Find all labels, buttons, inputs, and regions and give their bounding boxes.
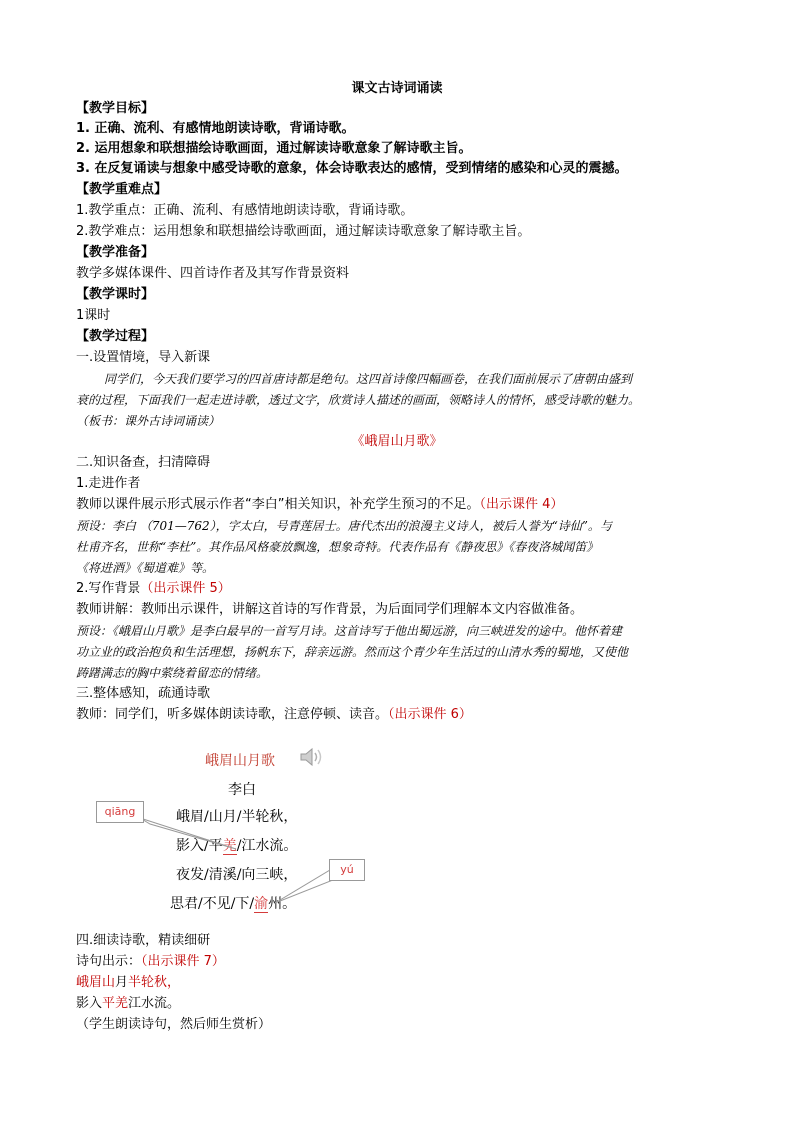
step-2-heading: 二.知识备查，扫清障碍 — [76, 455, 211, 470]
author-text-main: 教师以课件展示形式展示作者“李白”相关知识，补充学生预习的不足。 — [76, 497, 480, 512]
verse-line-2 — [76, 995, 180, 1013]
background-detail-2: 功立业的政治抱负和生活理想，扬帆东下，辞亲远游。然而这个青少年生活过的山清水秀的蜀地，又使他 — [76, 645, 629, 659]
verse-1-c: 半轮秋， — [128, 975, 181, 990]
hours-text: 1课时 — [76, 308, 111, 323]
author-slide-ref: （出示课件 4） — [479, 497, 564, 512]
student-note: （学生朗读诗句，然后师生赏析） — [76, 1017, 272, 1032]
goal-2: 2. 运用想象和联想描绘诗歌画面，通过解读诗歌意象了解诗歌主旨。 — [76, 141, 472, 156]
heading-process: 【教学过程】 — [76, 329, 155, 344]
slide-line-1: 峨眉/山月/半轮秋， — [176, 809, 298, 825]
background-slide-ref: （出示课件 5） — [140, 581, 231, 596]
slide-line-2-c: /江水流。 — [236, 838, 298, 854]
key-point-1: 1.教学重点：正确、流利、有感情地朗读诗歌，背诵诗歌。 — [76, 203, 414, 218]
verse-slide-ref: （出示课件 7） — [141, 954, 225, 969]
slide-line-2-a: 影入/平 — [176, 838, 223, 854]
key-point-2: 2.教学难点：运用想象和联想描绘诗歌画面，通过解读诗歌意象了解诗歌主旨。 — [76, 224, 531, 239]
verse-2-b: 平羌 — [102, 996, 129, 1011]
goal-3: 3. 在反复诵读与想象中感受诗歌的意象，体会诗歌表达的感情，受到情绪的感染和心灵的震撼。 — [76, 161, 628, 176]
verse-show — [76, 953, 225, 971]
background-text: 教师讲解：教师出示课件，讲解这首诗的写作背景，为后面同学们理解本文内容做准备。 — [76, 602, 584, 617]
verse-1-a: 峨眉山 — [76, 975, 116, 990]
pinyin-callout-yu: yú — [329, 859, 365, 881]
background-detail-1: 预设：《峨眉山月歌》是李白最早的一首写月诗。这首诗写于他出蜀远游，向三峡进发的途中。他怀着建 — [76, 624, 623, 638]
slide-line-4-a: 思君/不见/下/ — [170, 896, 255, 912]
pinyin-callout-qiang: qiāng — [96, 801, 144, 823]
preparation-text: 教学多媒体课件、四首诗作者及其写作背景资料 — [76, 266, 350, 281]
verse-2-c: 江水流。 — [128, 996, 181, 1011]
verse-show-main: 诗句出示： — [76, 954, 142, 969]
intro-line-a: 同学们，今天我们要学习的四首唐诗都是绝句。这四首诗像四幅画卷，在我们面前展示了唐朝由盛到 — [104, 372, 633, 386]
slide-line-3: 夜发/清溪/向三峡， — [176, 867, 298, 883]
heading-preparation: 【教学准备】 — [76, 245, 155, 260]
author-detail-2: 杜甫齐名，世称“李杜”。其作品风格豪放飘逸，想象奇特。代表作品有《静夜思》《春夜洛城闻笛》 — [76, 540, 599, 554]
read-instruction-main: 教师：同学们，听多媒体朗读诗歌，注意停顿、读音。 — [76, 707, 389, 722]
intro-line-c: （板书：课外古诗词诵读） — [76, 414, 221, 428]
author-heading: 1.走进作者 — [76, 476, 141, 491]
doc-title: 课文古诗词诵读 — [351, 81, 443, 96]
slide-title: 峨眉山月歌 — [205, 753, 275, 769]
slide-highlight-qiang: 羌 — [222, 838, 237, 854]
heading-hours: 【教学课时】 — [76, 287, 155, 302]
intro-line-b: 衰的过程，下面我们一起走进诗歌，透过文字，欣赏诗人描述的画面，领略诗人的情怀，感受诗歌的魅力。 — [76, 393, 641, 407]
slide-highlight-yu: 渝 — [254, 896, 269, 912]
heading-goals: 【教学目标】 — [76, 101, 155, 116]
author-detail-1: 预设：李白 （701—762），字太白，号青莲居士。唐代杰出的浪漫主义诗人，被后人誉为“诗仙”。与 — [76, 519, 612, 533]
read-slide-ref: （出示课件 6） — [388, 707, 472, 722]
verse-line-1 — [76, 974, 180, 992]
background-detail-3: 踌躇满志的胸中萦绕着留恋的情绪。 — [76, 666, 269, 680]
step-3-heading: 三.整体感知，疏通诗歌 — [76, 686, 211, 701]
poem-heading: 《峨眉山月歌》 — [351, 434, 443, 449]
step-4-heading: 四.细读诗歌，精读细研 — [76, 933, 211, 948]
verse-1-b: 月 — [115, 975, 129, 990]
heading-key-points: 【教学重难点】 — [76, 182, 168, 197]
slide-line-4-c: 州。 — [268, 896, 297, 912]
background-heading-main: 2.写作背景 — [76, 581, 141, 596]
author-detail-3: 《将进酒》《蜀道难》等。 — [76, 561, 215, 575]
slide-author: 李白 — [228, 782, 256, 798]
verse-2-a: 影入 — [76, 996, 103, 1011]
goal-1: 1. 正确、流利、有感情地朗读诗歌，背诵诗歌。 — [76, 121, 355, 136]
step-1-heading: 一.设置情境，导入新课 — [76, 350, 211, 365]
